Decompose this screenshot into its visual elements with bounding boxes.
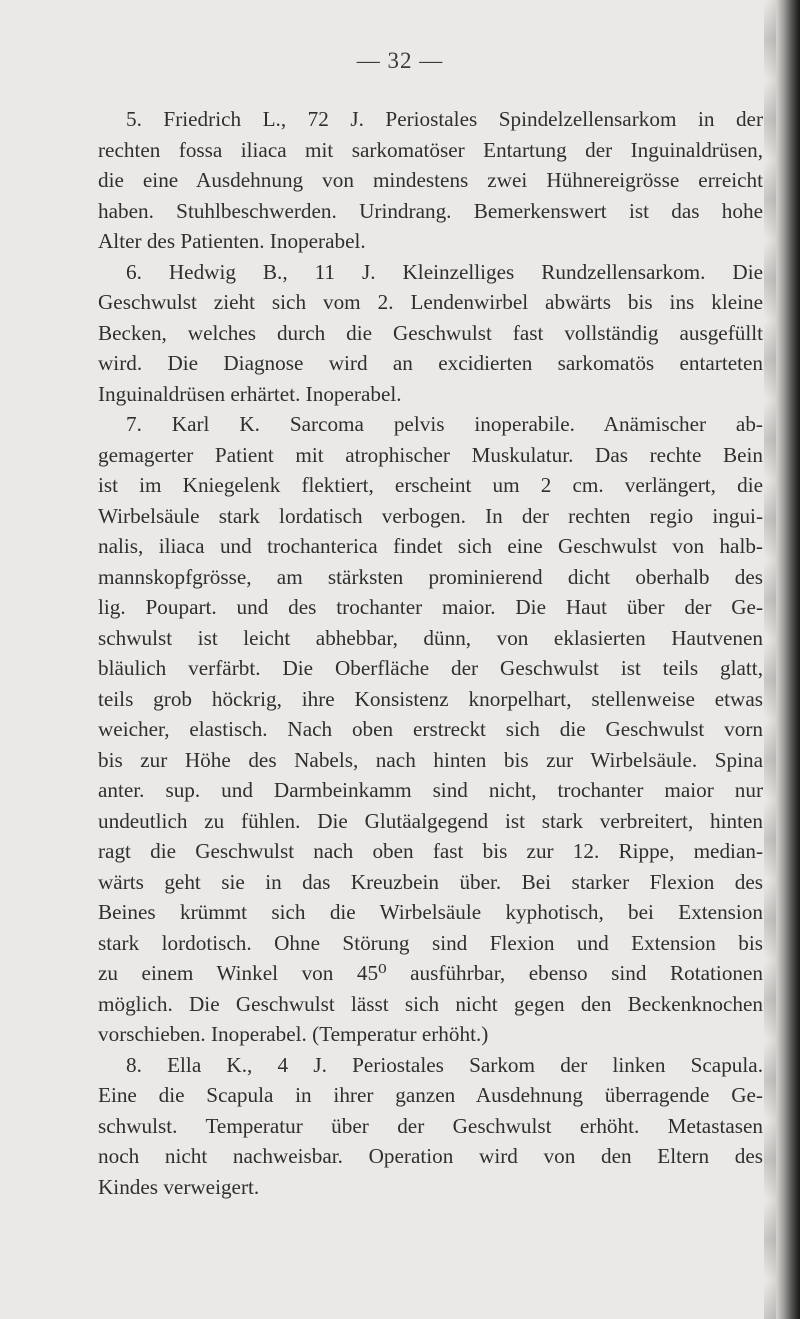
case-7-line-11: weicher, elastisch. Nach oben erstreckt sich die Geschwulst vorn (98, 717, 763, 741)
case-7-line-13: anter. sup. und Darmbeinkamm sind nicht, trochanter maior nur (98, 778, 763, 802)
case-5-line-1: 5. Friedrich L., 72 J. Periostales Spindelzellensarkom in der (126, 107, 763, 131)
case-7-line-6: mannskopfgrösse, am stärksten prominierend dicht oberhalb des (98, 564, 763, 589)
page-number: — 32 — (356, 48, 444, 73)
case-8-line-1: 8. Ella K., 4 J. Periostales Sarkom der linken Scapula. (126, 1052, 763, 1077)
case-7-line-17: Beines krümmt sich die Wirbelsäule kyphotisch, bei Extension (98, 900, 763, 924)
case-7-line-9: bläulich verfärbt. Die Oberfläche der Geschwulst ist teils glatt, (98, 656, 763, 680)
case-5-line-5: Alter des Patienten. Inoperabel. (98, 229, 366, 253)
case-list-text (98, 104, 763, 1202)
case-7-line-20: möglich. Die Geschwulst lässt sich nicht gegen den Beckenknochen (98, 991, 763, 1016)
case-6-line-3: Becken, welches durch die Geschwulst fast vollständig ausgefüllt (98, 320, 763, 345)
case-7-line-2: gemagerter Patient mit atrophischer Muskulatur. Das rechte Bein (98, 442, 763, 467)
case-7-line-14: undeutlich zu fühlen. Die Glutäalgegend ist stark verbreitert, hinten (98, 808, 763, 833)
case-7-line-16: wärts geht sie in das Kreuzbein über. Bei starker Flexion des (98, 869, 763, 894)
case-7-line-5: nalis, iliaca und trochanterica findet sich eine Geschwulst von halb- (98, 534, 763, 558)
case-5-line-2: rechten fossa iliaca mit sarkomatöser Entartung der Inguinaldrüsen, (98, 137, 763, 162)
case-7-line-7: lig. Poupart. und des trochanter maior. Die Haut über der Ge- (98, 595, 763, 619)
case-6-line-5: Inguinaldrüsen erhärtet. Inoperabel. (98, 381, 402, 406)
case-7-line-3: ist im Kniegelenk flektiert, erscheint um 2 cm. verlängert, die (98, 473, 763, 497)
case-8-line-4: noch nicht nachweisbar. Operation wird von den Eltern des (98, 1144, 763, 1168)
case-6-line-4: wird. Die Diagnose wird an excidierten sarkomatös entarteten (98, 351, 763, 375)
case-6-line-1: 6. Hedwig B., 11 J. Kleinzelliges Rundzellensarkom. Die (126, 259, 763, 284)
case-7-line-15: ragt die Geschwulst nach oben fast bis zur 12. Rippe, median- (98, 839, 763, 863)
case-7-line-10: teils grob höckrig, ihre Konsistenz knorpelhart, stellenweise etwas (98, 686, 763, 711)
case-7-line-19: zu einem Winkel von 45⁰ ausführbar, ebenso sind Rotationen (98, 961, 763, 985)
case-8-line-5: Kindes verweigert. (98, 1174, 260, 1199)
page-binding-shadow (764, 0, 776, 1319)
case-5-line-4: haben. Stuhlbeschwerden. Urindrang. Bemerkenswert ist das hohe (98, 198, 763, 223)
case-8-line-3: schwulst. Temperatur über der Geschwulst erhöht. Metastasen (98, 1113, 763, 1138)
case-7-line-12: bis zur Höhe des Nabels, nach hinten bis zur Wirbelsäule. Spina (98, 747, 763, 772)
case-7-line-4: Wirbelsäule stark lordatisch verbogen. In der rechten regio ingui- (98, 503, 763, 528)
case-7-line-21: vorschieben. Inoperabel. (Temperatur erhöht.) (98, 1022, 489, 1046)
case-7-line-18: stark lordotisch. Ohne Störung sind Flexion und Extension bis (98, 930, 763, 955)
case-5-line-3: die eine Ausdehnung von mindestens zwei Hühnereigrösse erreicht (98, 168, 763, 192)
case-7-line-8: schwulst ist leicht abhebbar, dünn, von eklasierten Hautvenen (98, 625, 763, 650)
case-8-line-2: Eine die Scapula in ihrer ganzen Ausdehnung überragende Ge- (98, 1083, 763, 1107)
case-6-line-2: Geschwulst zieht sich vom 2. Lendenwirbel abwärts bis ins kleine (98, 290, 763, 314)
case-7-line-1: 7. Karl K. Sarcoma pelvis inoperabile. Anämischer ab- (126, 412, 763, 436)
